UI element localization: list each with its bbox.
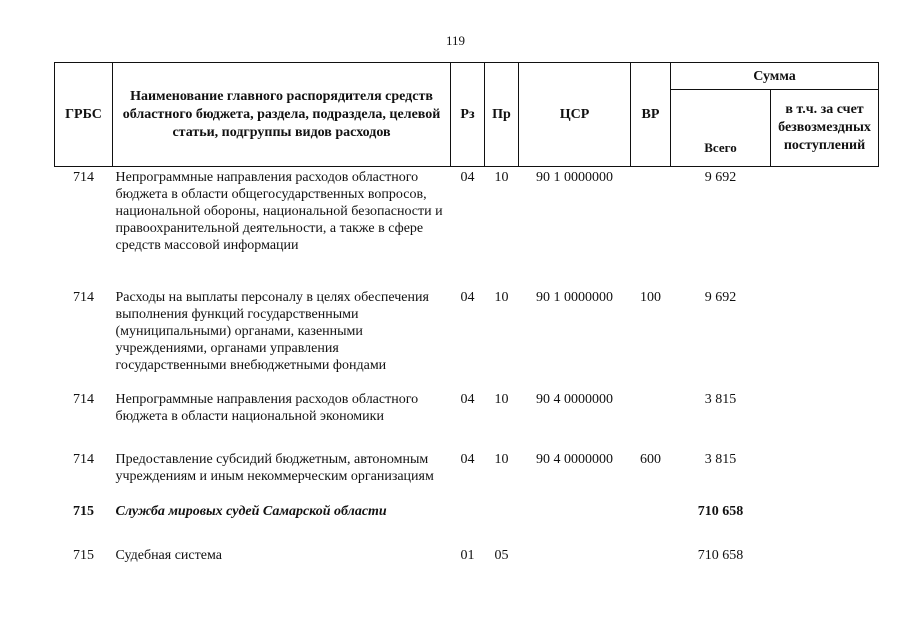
header-sum: Сумма [671,63,879,90]
cell-pr: 10 [494,290,509,305]
header-vr: ВР [631,63,671,167]
cell-total: 710 658 [697,548,744,563]
cell-total: 9 692 [704,170,737,185]
cell-pr [485,501,519,545]
table-header [55,63,879,167]
cell-vr: 600 [640,452,661,467]
cell-rz: 01 [460,548,475,563]
cell-free [771,545,879,571]
cell-free [771,287,879,389]
cell-vr [631,501,671,545]
cell-total: 3 815 [704,392,737,407]
page-number: 119 [445,33,466,48]
cell-grbs: 715 [73,504,94,519]
cell-csr [519,545,631,571]
cell-pr: 05 [494,548,509,563]
cell-name: Расходы на выплаты персоналу в целях обеспечения выполнения функций государственными (муниципальными) органами, казенными учреждениями, органами управления государственными внебюджетными фондами [115,290,429,373]
cell-total: 3 815 [704,452,737,467]
cell-rz: 04 [460,392,475,407]
table-row [55,545,879,571]
cell-free [771,449,879,501]
cell-rz [451,501,485,545]
cell-name: Непрограммные направления расходов областного бюджета в области общегосударственных вопросов, национальной обороны, национальной безопасности и правоохранительной деятельности, а также в сфере средств массовой информации [115,170,443,253]
cell-rz: 04 [460,290,475,305]
table-row [55,287,879,389]
cell-vr: 100 [640,290,661,305]
table-row [55,501,879,545]
cell-total: 710 658 [697,504,744,519]
cell-total: 9 692 [704,290,737,305]
cell-csr: 90 1 0000000 [536,170,613,185]
cell-rz: 04 [460,170,475,185]
cell-free [771,167,879,288]
header-grbs: ГРБС [55,63,113,167]
cell-pr: 10 [494,392,509,407]
table-row [55,167,879,288]
budget-table [54,62,879,571]
cell-name: Служба мировых судей Самарской области [115,504,387,519]
table-row [55,449,879,501]
header-rz: Рз [451,63,485,167]
cell-free [771,501,879,545]
cell-rz: 04 [460,452,475,467]
cell-free [771,389,879,449]
cell-csr: 90 4 0000000 [536,452,613,467]
header-total: Всего [671,90,771,167]
cell-vr [631,389,671,449]
cell-name: Судебная система [115,548,222,563]
header-csr: ЦСР [519,63,631,167]
header-name: Наименование главного распорядителя средств областного бюджета, раздела, подраздела, целевой статьи, подгруппы видов расходов [113,63,451,167]
cell-vr [631,167,671,288]
cell-vr [631,545,671,571]
table-row [55,389,879,449]
cell-grbs: 714 [73,452,94,467]
cell-grbs: 714 [73,392,94,407]
cell-name: Непрограммные направления расходов областного бюджета в области национальной экономики [115,392,419,424]
cell-grbs: 715 [73,548,94,563]
header-free: в т.ч. за счет безвозмездных поступлений [771,90,879,167]
cell-csr: 90 1 0000000 [536,290,613,305]
cell-csr [519,501,631,545]
cell-name: Предоставление субсидий бюджетным, автономным учреждениям и иным некоммерческим организациям [115,452,434,484]
header-pr: Пр [485,63,519,167]
cell-pr: 10 [494,452,509,467]
cell-grbs: 714 [73,170,94,185]
cell-pr: 10 [494,170,509,185]
cell-csr: 90 4 0000000 [536,392,613,407]
cell-grbs: 714 [73,290,94,305]
